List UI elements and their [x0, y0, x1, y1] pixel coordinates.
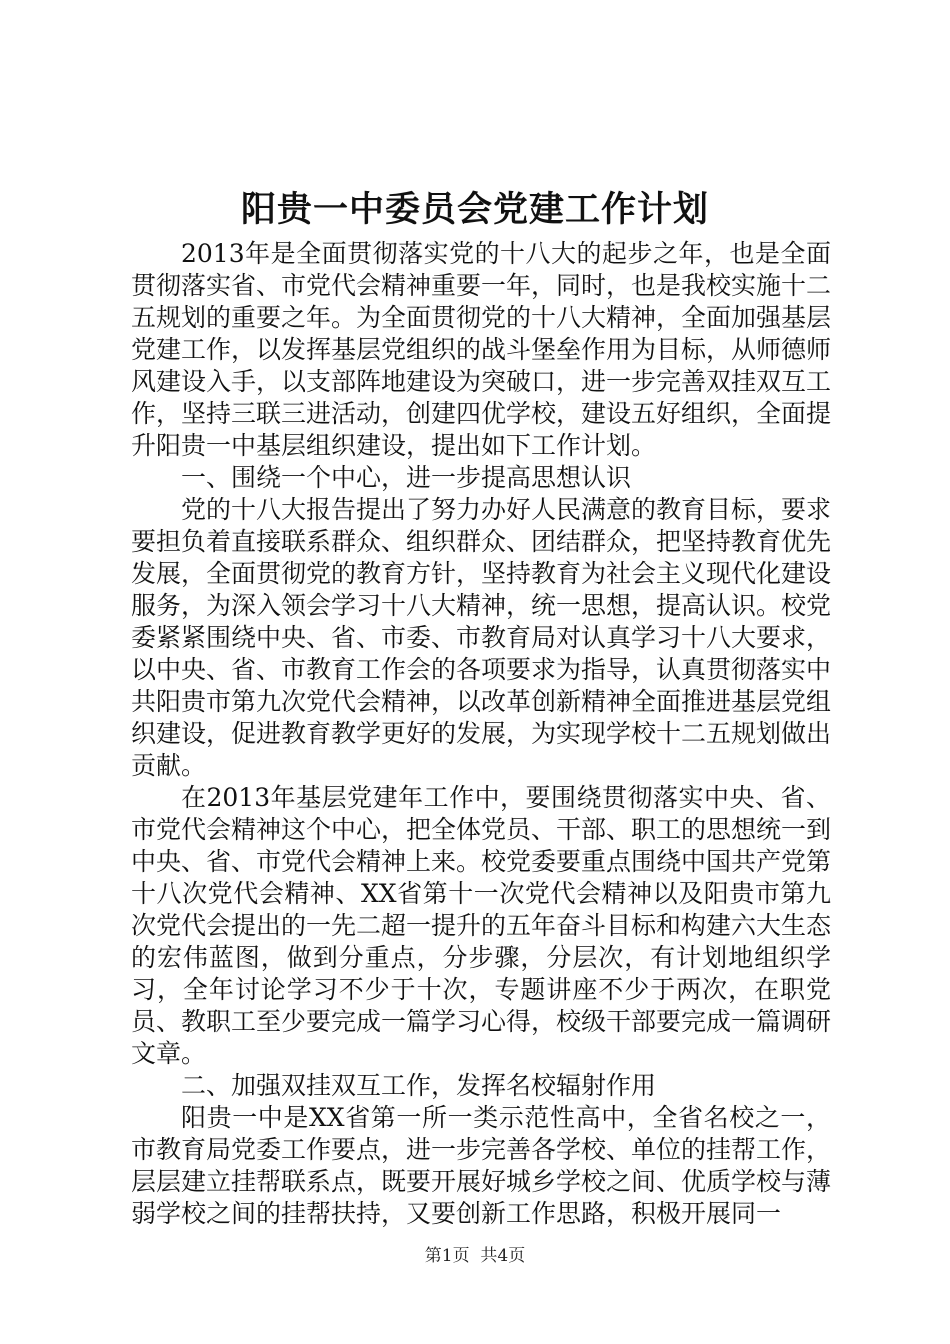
section-heading-1: 一、围绕一个中心，进一步提高思想认识 — [181, 463, 632, 492]
section-1-paragraph-2: 在2013年基层党建年工作中，要围绕贯彻落实中央、省、市党代会精神这个中心，把全体党员、干部、职工的思想统一到中央、省、市党代会精神上来。校党委要重点围绕中国共产党第十八次党代会精神、XX省第十一次党代会精神以及阳贵市第九次党代会提出的一先二超一提升的五年奋斗目标和构建六大生态的宏伟蓝图，做到分重点，分步骤，分层次，有计划地组织学习，全年讨论学习不少于十次，专题讲座不少于两次，在职党员、教职工至少要完成一篇学习心得，校级干部要完成一篇调研文章。 — [131, 783, 832, 1068]
page-footer — [0, 1244, 950, 1268]
section-heading-2: 二、加强双挂双互工作，发挥名校辐射作用 — [181, 1071, 657, 1100]
page-total: 共4页 — [480, 1246, 526, 1266]
document-body — [131, 238, 831, 1230]
intro-paragraph: 2013年是全面贯彻落实党的十八大的起步之年，也是全面贯彻落实省、市党代会精神重要一年，同时，也是我校实施十二五规划的重要之年。为全面贯彻党的十八大精神，全面加强基层党建工作，以发挥基层党组织的战斗堡垒作用为目标，从师德师风建设入手，以支部阵地建设为突破口，进一步完善双挂双互工作，坚持三联三进活动，创建四优学校，建设五好组织，全面提升阳贵一中基层组织建设，提出如下工作计划。 — [131, 239, 832, 460]
document-title: 阳贵一中委员会党建工作计划 — [240, 189, 709, 230]
section-1-paragraph-1: 党的十八大报告提出了努力办好人民满意的教育目标，要求要担负着直接联系群众、组织群众、团结群众，把坚持教育优先发展，全面贯彻党的教育方针，坚持教育为社会主义现代化建设服务，为深入领会学习十八大精神，统一思想，提高认识。校党委紧紧围绕中央、省、市委、市教育局对认真学习十八大要求，以中央、省、市教育工作会的各项要求为指导，认真贯彻落实中共阳贵市第九次党代会精神，以改革创新精神全面推进基层党组织建设，促进教育教学更好的发展，为实现学校十二五规划做出贡献。 — [131, 495, 832, 780]
section-2-paragraph-1: 阳贵一中是XX省第一所一类示范性高中，全省名校之一，市教育局党委工作要点，进一步完善各学校、单位的挂帮工作，层层建立挂帮联系点，既要开展好城乡学校之间、优质学校与薄弱学校之间的挂帮扶持，又要创新工作思路，积极开展同一 — [131, 1103, 832, 1228]
page-number: 第1页 — [424, 1246, 470, 1266]
